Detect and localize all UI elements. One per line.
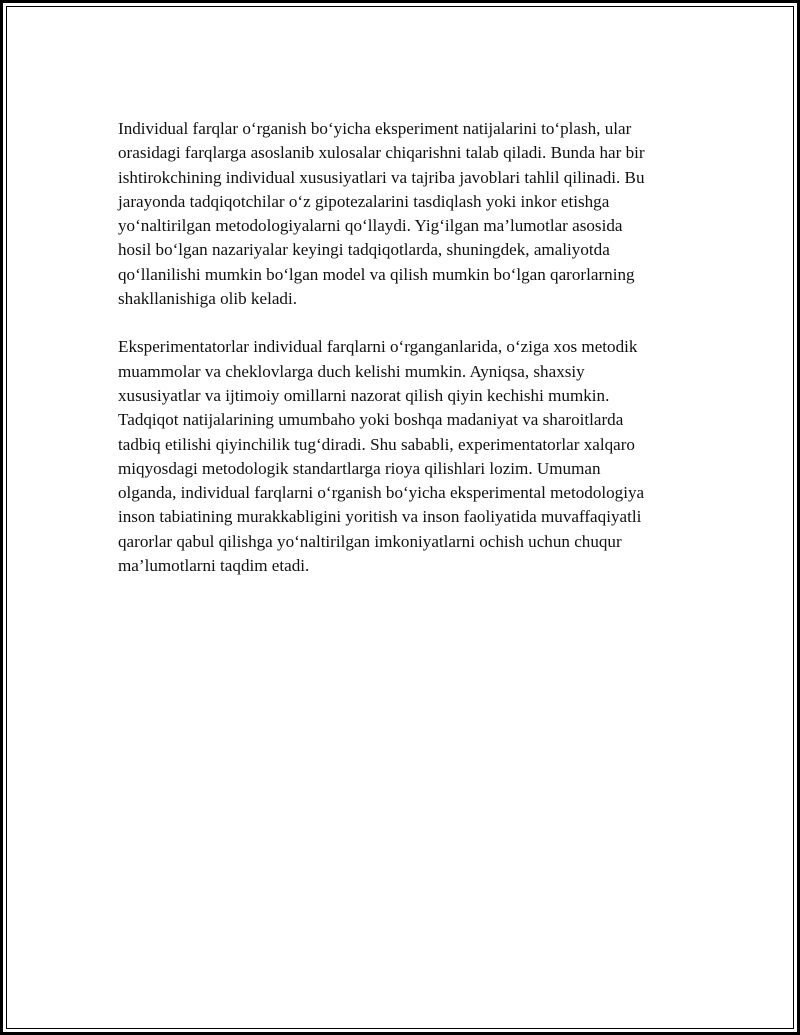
text-line: Individual farqlar o‘rganish bo‘yicha eksperiment natijalarini to‘plash, ular — [118, 119, 632, 138]
text-line: ishtirokchining individual xususiyatlari va tajriba javoblari tahlil qilinadi. Bu — [118, 167, 645, 187]
text-line: shakllanishiga olib keladi. — [118, 289, 297, 309]
text-line: ma’lumotlarni taqdim etadi. — [118, 556, 310, 576]
text-line: qo‘llanilishi mumkin bo‘lgan model va qilish mumkin bo‘lgan qarorlarning — [118, 264, 635, 284]
text-line: olganda, individual farqlarni o‘rganish bo‘yicha eksperimental metodologiya — [118, 483, 645, 503]
document-body — [118, 117, 698, 578]
text-line: hosil bo‘lgan nazariyalar keyingi tadqiqotlarda, shuningdek, amaliyotda — [118, 240, 610, 260]
text-line: inson tabiatining murakkabligini yoritish va inson faoliyatida muvaffaqiyatli — [118, 507, 642, 527]
text-line: Eksperimentatorlar individual farqlarni o‘rganganlarida, o‘ziga xos metodik — [118, 337, 638, 357]
text-line: yo‘naltirilgan metodologiyalarni qo‘llaydi. Yig‘ilgan ma’lumotlar asosida — [118, 216, 623, 236]
text-line: muammolar va cheklovlarga duch kelishi mumkin. Ayniqsa, shaxsiy — [118, 361, 585, 381]
text-line: qarorlar qabul qilishga yo‘naltirilgan imkoniyatlarni ochish uchun chuqur — [118, 531, 622, 551]
text-line: jarayonda tadqiqotchilar o‘z gipotezalarini tasdiqlash yoki inkor etishga — [118, 191, 610, 211]
text-line: miqyosdagi metodologik standartlarga rioya qilishlari lozim. Umuman — [118, 458, 601, 478]
text-line: orasidagi farqlarga asoslanib xulosalar chiqarishni talab qiladi. Bunda har bir — [118, 143, 645, 163]
paragraph-2 — [118, 335, 698, 578]
text-line: Tadqiqot natijalarining umumbaho yoki boshqa madaniyat va sharoitlarda — [118, 410, 624, 430]
text-line: xususiyatlar va ijtimoiy omillarni nazorat qilish qiyin kechishi mumkin. — [118, 385, 610, 405]
paragraph-1 — [118, 117, 698, 311]
text-line: tadbiq etilishi qiyinchilik tug‘diradi. Shu sababli, experimentatorlar xalqaro — [118, 434, 635, 454]
